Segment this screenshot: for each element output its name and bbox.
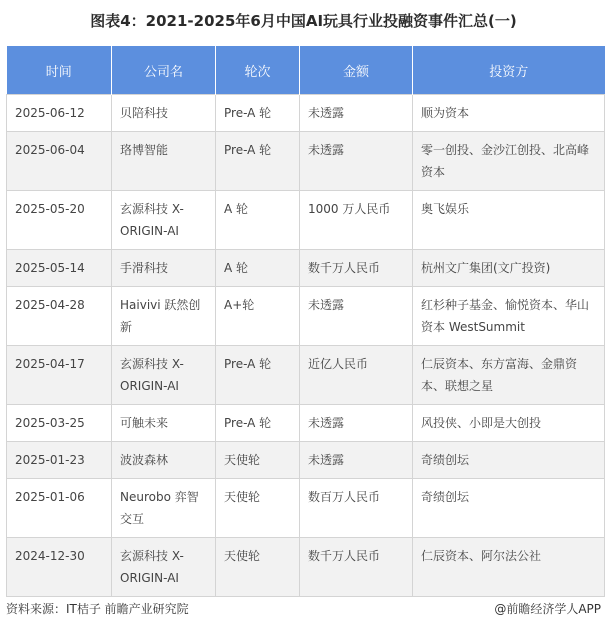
header-round: 轮次 (216, 46, 300, 95)
table-row (7, 132, 605, 191)
cell-company: 手滑科技 (112, 250, 216, 287)
cell-time: 2025-05-20 (7, 191, 112, 250)
cell-investors: 风投侠、小即是大创投 (413, 405, 605, 442)
cell-time: 2025-04-17 (7, 346, 112, 405)
cell-time: 2025-01-23 (7, 442, 112, 479)
cell-amount: 数千万人民币 (300, 538, 413, 597)
cell-amount: 未透露 (300, 287, 413, 346)
cell-company: Haivivi 跃然创新 (112, 287, 216, 346)
cell-round: A+轮 (216, 287, 300, 346)
cell-amount: 近亿人民币 (300, 346, 413, 405)
cell-investors: 顺为资本 (413, 95, 605, 132)
cell-time: 2025-03-25 (7, 405, 112, 442)
cell-investors: 奇绩创坛 (413, 479, 605, 538)
cell-time: 2025-05-14 (7, 250, 112, 287)
cell-round: 天使轮 (216, 479, 300, 538)
source-note: 资料来源：IT桔子 前瞻产业研究院 (6, 602, 189, 616)
cell-investors: 零一创投、金沙江创投、北高峰资本 (413, 132, 605, 191)
cell-round: Pre-A 轮 (216, 132, 300, 191)
cell-time: 2025-01-06 (7, 479, 112, 538)
cell-round: Pre-A 轮 (216, 346, 300, 405)
cell-amount: 数百万人民币 (300, 479, 413, 538)
cell-company: 玄源科技 X-ORIGIN-AI (112, 191, 216, 250)
cell-time: 2025-04-28 (7, 287, 112, 346)
table-row (7, 191, 605, 250)
header-company: 公司名 (112, 46, 216, 95)
header-time: 时间 (7, 46, 112, 95)
cell-round: 天使轮 (216, 442, 300, 479)
cell-round: Pre-A 轮 (216, 95, 300, 132)
cell-investors: 奇绩创坛 (413, 442, 605, 479)
table-row (7, 250, 605, 287)
cell-round: 天使轮 (216, 538, 300, 597)
header-amount: 金额 (300, 46, 413, 95)
cell-company: 可触未来 (112, 405, 216, 442)
table-row (7, 538, 605, 597)
cell-round: A 轮 (216, 191, 300, 250)
cell-investors: 奥飞娱乐 (413, 191, 605, 250)
cell-company: 珞博智能 (112, 132, 216, 191)
table-row (7, 346, 605, 405)
cell-investors: 杭州文广集团(文广投资) (413, 250, 605, 287)
cell-amount: 未透露 (300, 442, 413, 479)
table-row (7, 479, 605, 538)
cell-company: 贝陪科技 (112, 95, 216, 132)
cell-amount: 未透露 (300, 132, 413, 191)
cell-company: 玄源科技 X-ORIGIN-AI (112, 346, 216, 405)
brand-credit: @前瞻经济学人APP (494, 602, 601, 616)
cell-investors: 仁辰资本、东方富海、金鼎资本、联想之星 (413, 346, 605, 405)
cell-investors: 红杉种子基金、愉悦资本、华山资本 WestSummit (413, 287, 605, 346)
cell-round: A 轮 (216, 250, 300, 287)
cell-investors: 仁辰资本、阿尔法公社 (413, 538, 605, 597)
cell-amount: 未透露 (300, 405, 413, 442)
table-row (7, 442, 605, 479)
cell-company: 玄源科技 X-ORIGIN-AI (112, 538, 216, 597)
cell-amount: 1000 万人民币 (300, 191, 413, 250)
cell-time: 2025-06-04 (7, 132, 112, 191)
investment-table (6, 46, 605, 597)
header-investors: 投资方 (413, 46, 605, 95)
chart-title: 图表4：2021-2025年6月中国AI玩具行业投融资事件汇总(一) (90, 12, 517, 30)
table-header-row (7, 46, 605, 95)
cell-time: 2025-06-12 (7, 95, 112, 132)
cell-amount: 未透露 (300, 95, 413, 132)
cell-round: Pre-A 轮 (216, 405, 300, 442)
cell-time: 2024-12-30 (7, 538, 112, 597)
cell-amount: 数千万人民币 (300, 250, 413, 287)
table-row (7, 287, 605, 346)
table-row (7, 405, 605, 442)
table-row (7, 95, 605, 132)
cell-company: Neurobo 弈智交互 (112, 479, 216, 538)
cell-company: 波波森林 (112, 442, 216, 479)
